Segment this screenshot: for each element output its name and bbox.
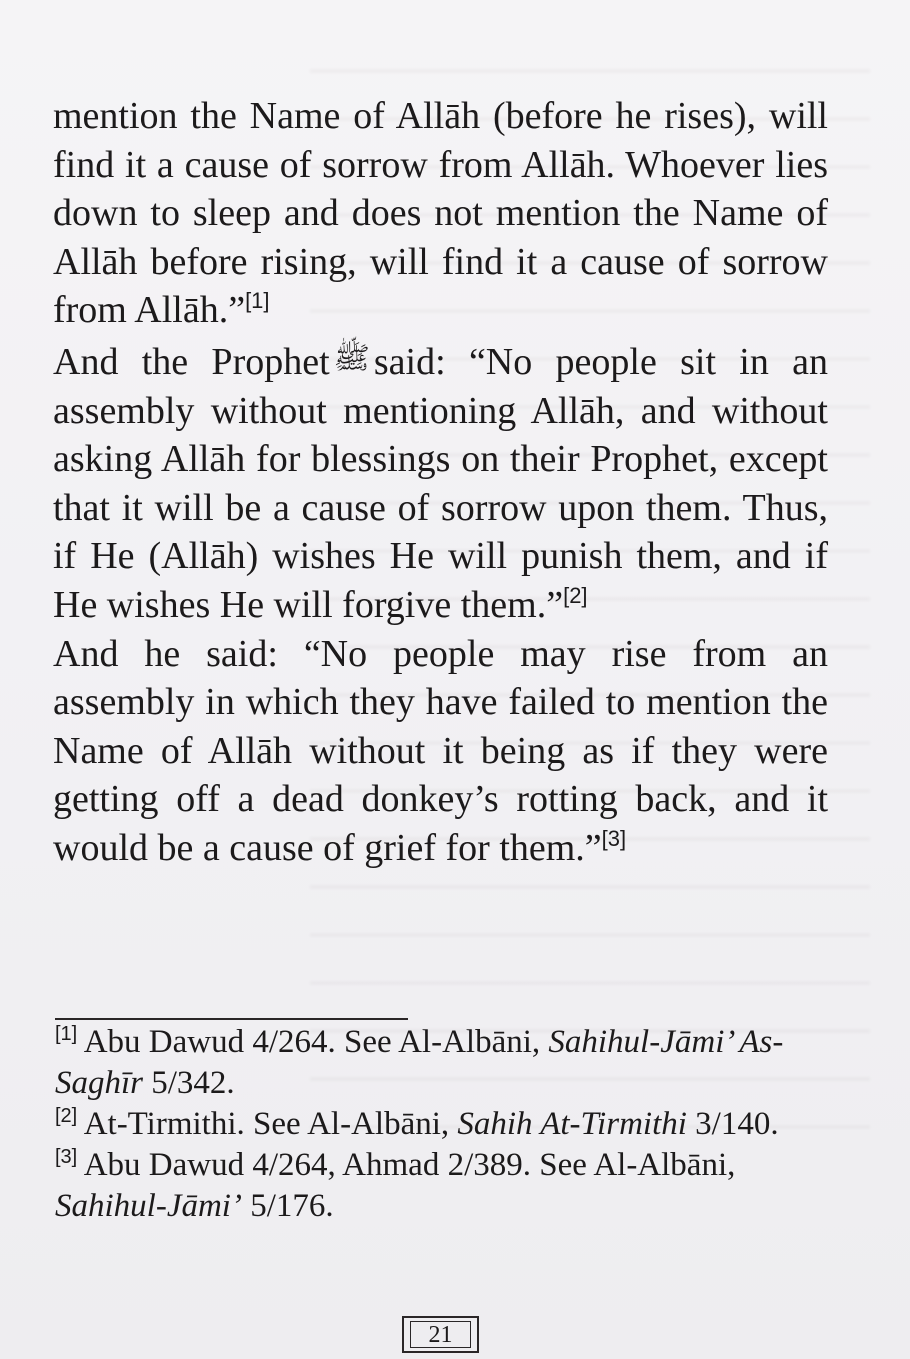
footnote-ref-1: [1] [245, 288, 270, 314]
footnote-3-text: Abu Dawud 4/264, Ahmad 2/389. See Al-Albāni, [83, 1147, 736, 1183]
footnote-ref-3: [3] [601, 825, 627, 851]
footnote-3-tail: 5/176. [250, 1188, 334, 1224]
footnote-2 [55, 1104, 828, 1145]
paragraph-3-text: And he said: “No people may rise from an assembly in which they have failed to mention the Name of Allāh without it being as if they were getting off a dead donkey’s rotting back, and it would be a cause of grief for them.” [53, 632, 828, 869]
footnote-3-marker: [3] [55, 1146, 78, 1168]
footnote-1 [55, 1022, 828, 1104]
paragraph-3 [53, 630, 828, 873]
paragraph-2 [53, 335, 828, 630]
footnote-1-title: Sahihul-Jāmi’ As-Saghīr [55, 1024, 784, 1101]
footnote-divider [55, 1018, 408, 1020]
footnote-3 [55, 1145, 828, 1227]
page-number-frame [402, 1316, 479, 1353]
salawat-honorific: ﷺ [333, 340, 370, 376]
footnotes [55, 1022, 828, 1227]
footnote-1-text: Abu Dawud 4/264. See Al-Albāni, [83, 1024, 541, 1060]
footnote-ref-2: [2] [563, 582, 588, 608]
paragraph-1-text: mention the Name of Allāh (before he rises), will find it a cause of sorrow from Allāh. Whoever lies down to sleep and does not mention the Name of Allāh before rising, will find it a cause of sorrow from Allāh.” [53, 95, 828, 332]
footnote-1-tail: 5/342. [151, 1065, 235, 1101]
footnote-2-marker: [2] [55, 1105, 78, 1127]
footnote-2-text: At-Tirmithi. See Al-Albāni, [83, 1106, 450, 1142]
paragraph-1 [53, 92, 828, 335]
main-text [53, 92, 828, 873]
page-number: 21 [410, 1321, 471, 1348]
paragraph-2-text-after: said: “No people sit in an assembly without mentioning Allāh, and without asking Allāh for blessings on their Prophet, except that it will be a cause of sorrow upon them. Thus, if He (Allāh) wishes He will punish them, and if He wishes He will forgive them.” [53, 340, 828, 626]
footnote-2-tail: 3/140. [695, 1106, 779, 1142]
footnote-1-marker: [1] [55, 1023, 78, 1045]
footnote-2-title: Sahih At-Tirmithi [457, 1106, 687, 1142]
footnote-3-title: Sahihul-Jāmi’ [55, 1188, 242, 1224]
paragraph-2-text-before: And the Prophet [53, 340, 330, 383]
